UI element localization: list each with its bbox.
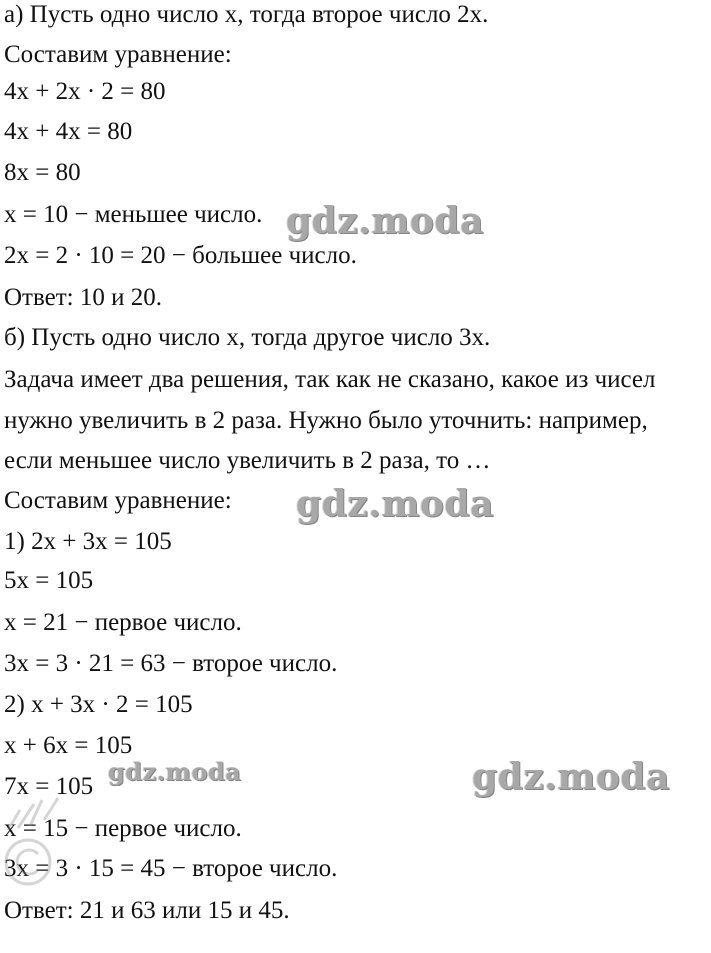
line-1: а) Пусть одно число x, тогда второе число 2x. (4, 1, 489, 28)
line-18: 2) x + 3x · 2 = 105 (4, 691, 193, 718)
line-12: если меньшее число увеличить в 2 раза, то … (4, 447, 491, 474)
line-22: 3x = 3 · 15 = 45 − второе число. (4, 855, 338, 882)
line-5: 8x = 80 (4, 159, 81, 186)
line-11: нужно увеличить в 2 раза. Нужно было уточнить: например, (4, 407, 648, 434)
line-10: Задача имеет два решения, так как не сказано, какое из чисел (4, 366, 656, 393)
watermark-middle: gdz.moda (296, 483, 494, 525)
line-15: 5x = 105 (4, 567, 94, 594)
watermark-top: gdz.moda (286, 200, 484, 242)
line-14: 1) 2x + 3x = 105 (4, 528, 172, 555)
line-17: 3x = 3 · 21 = 63 − второе число. (4, 650, 338, 677)
watermark-lower-right: gdz.moda (472, 756, 670, 798)
line-6: x = 10 − меньшее число. (4, 201, 263, 228)
watermark-lower-left: gdz.moda (108, 757, 242, 786)
line-16: x = 21 − первое число. (4, 609, 242, 636)
line-4: 4x + 4x = 80 (4, 118, 133, 145)
line-20: 7x = 105 (4, 773, 94, 800)
copyright-stamp-icon (0, 770, 120, 900)
line-2: Составим уравнение: (4, 41, 232, 68)
line-7: 2x = 2 · 10 = 20 − большее число. (4, 242, 357, 269)
line-3: 4x + 2x · 2 = 80 (4, 78, 166, 105)
line-9: б) Пусть одно число x, тогда другое число 3x. (4, 324, 491, 351)
line-21: x = 15 − первое число. (4, 815, 242, 842)
line-19: x + 6x = 105 (4, 732, 133, 759)
line-23: Ответ: 21 и 63 или 15 и 45. (4, 897, 290, 924)
line-13: Составим уравнение: (4, 487, 232, 514)
line-8: Ответ: 10 и 20. (4, 284, 162, 311)
